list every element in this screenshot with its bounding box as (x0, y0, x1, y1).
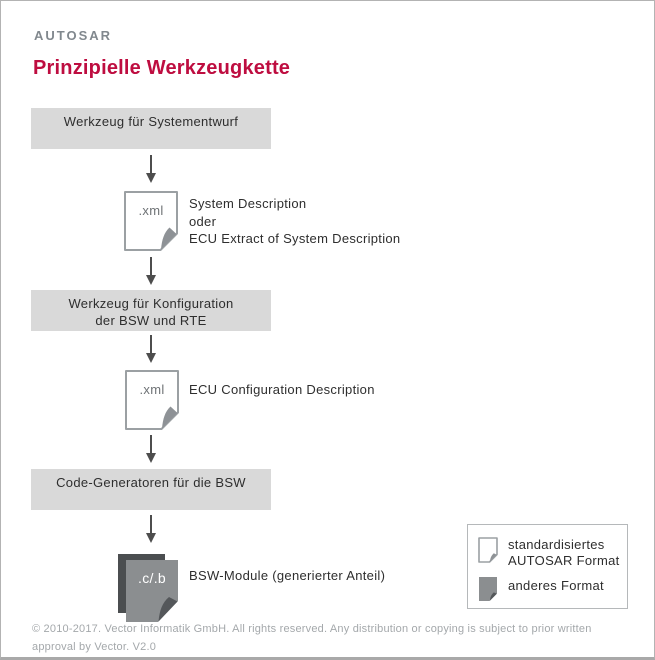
arrow-head (146, 533, 156, 543)
artifact-line: ECU Extract of System Description (189, 231, 401, 246)
legend-item-other-format: anderes Format (508, 578, 604, 593)
legend-label-line1: standardisiertes (508, 537, 605, 552)
tool-box-system-design (31, 108, 271, 149)
arrow-head (146, 353, 156, 363)
page-shape (479, 577, 497, 601)
tool-box-label: Code-Generatoren für die BSW (56, 475, 246, 490)
artifact-description-3: BSW-Module (generierter Anteil) (189, 568, 386, 583)
copyright-line2: approval by Vector. V2.0 (32, 641, 157, 653)
tool-box-code-generators (31, 469, 271, 510)
xml-file-icon (124, 191, 178, 251)
artifact-line: System Description (189, 196, 307, 211)
tool-box-bsw-rte-configuration (31, 290, 271, 331)
arrow-head (146, 453, 156, 463)
artifact-description-1 (189, 195, 400, 248)
file-type-label: .xml (139, 382, 165, 397)
page-outline (479, 538, 497, 562)
arrow-head (146, 173, 156, 183)
brand-logo-text: AUTOSAR (34, 28, 113, 43)
tool-box-label-line1: Werkzeug für Konfiguration (68, 296, 234, 311)
artifact-description-2: ECU Configuration Description (189, 382, 375, 397)
tool-box-label-line2: der BSW und RTE (95, 312, 207, 328)
code-files-icon (117, 553, 179, 623)
artifact-line: oder (189, 213, 217, 229)
down-arrow-icon (145, 515, 157, 543)
legend-label-line2: AUTOSAR Format (508, 552, 620, 568)
legend-item-standard-format (508, 537, 620, 568)
page-title: Prinzipielle Werkzeugkette (33, 57, 291, 79)
xml-file-icon (125, 370, 179, 430)
tool-box-label: Werkzeug für Systementwurf (63, 114, 239, 129)
legend-box (467, 524, 628, 609)
standard-format-file-icon (478, 537, 498, 563)
down-arrow-icon (145, 257, 157, 285)
other-format-file-icon (479, 577, 497, 601)
down-arrow-icon (145, 155, 157, 183)
down-arrow-icon (145, 435, 157, 463)
file-type-label: .xml (138, 203, 164, 218)
arrow-head (146, 275, 156, 285)
file-type-label: .c/.b (138, 570, 166, 586)
copyright-line1: © 2010-2017. Vector Informatik GmbH. All rights reserved. Any distribution or copying is subject to prior written (32, 623, 592, 635)
down-arrow-icon (145, 335, 157, 363)
